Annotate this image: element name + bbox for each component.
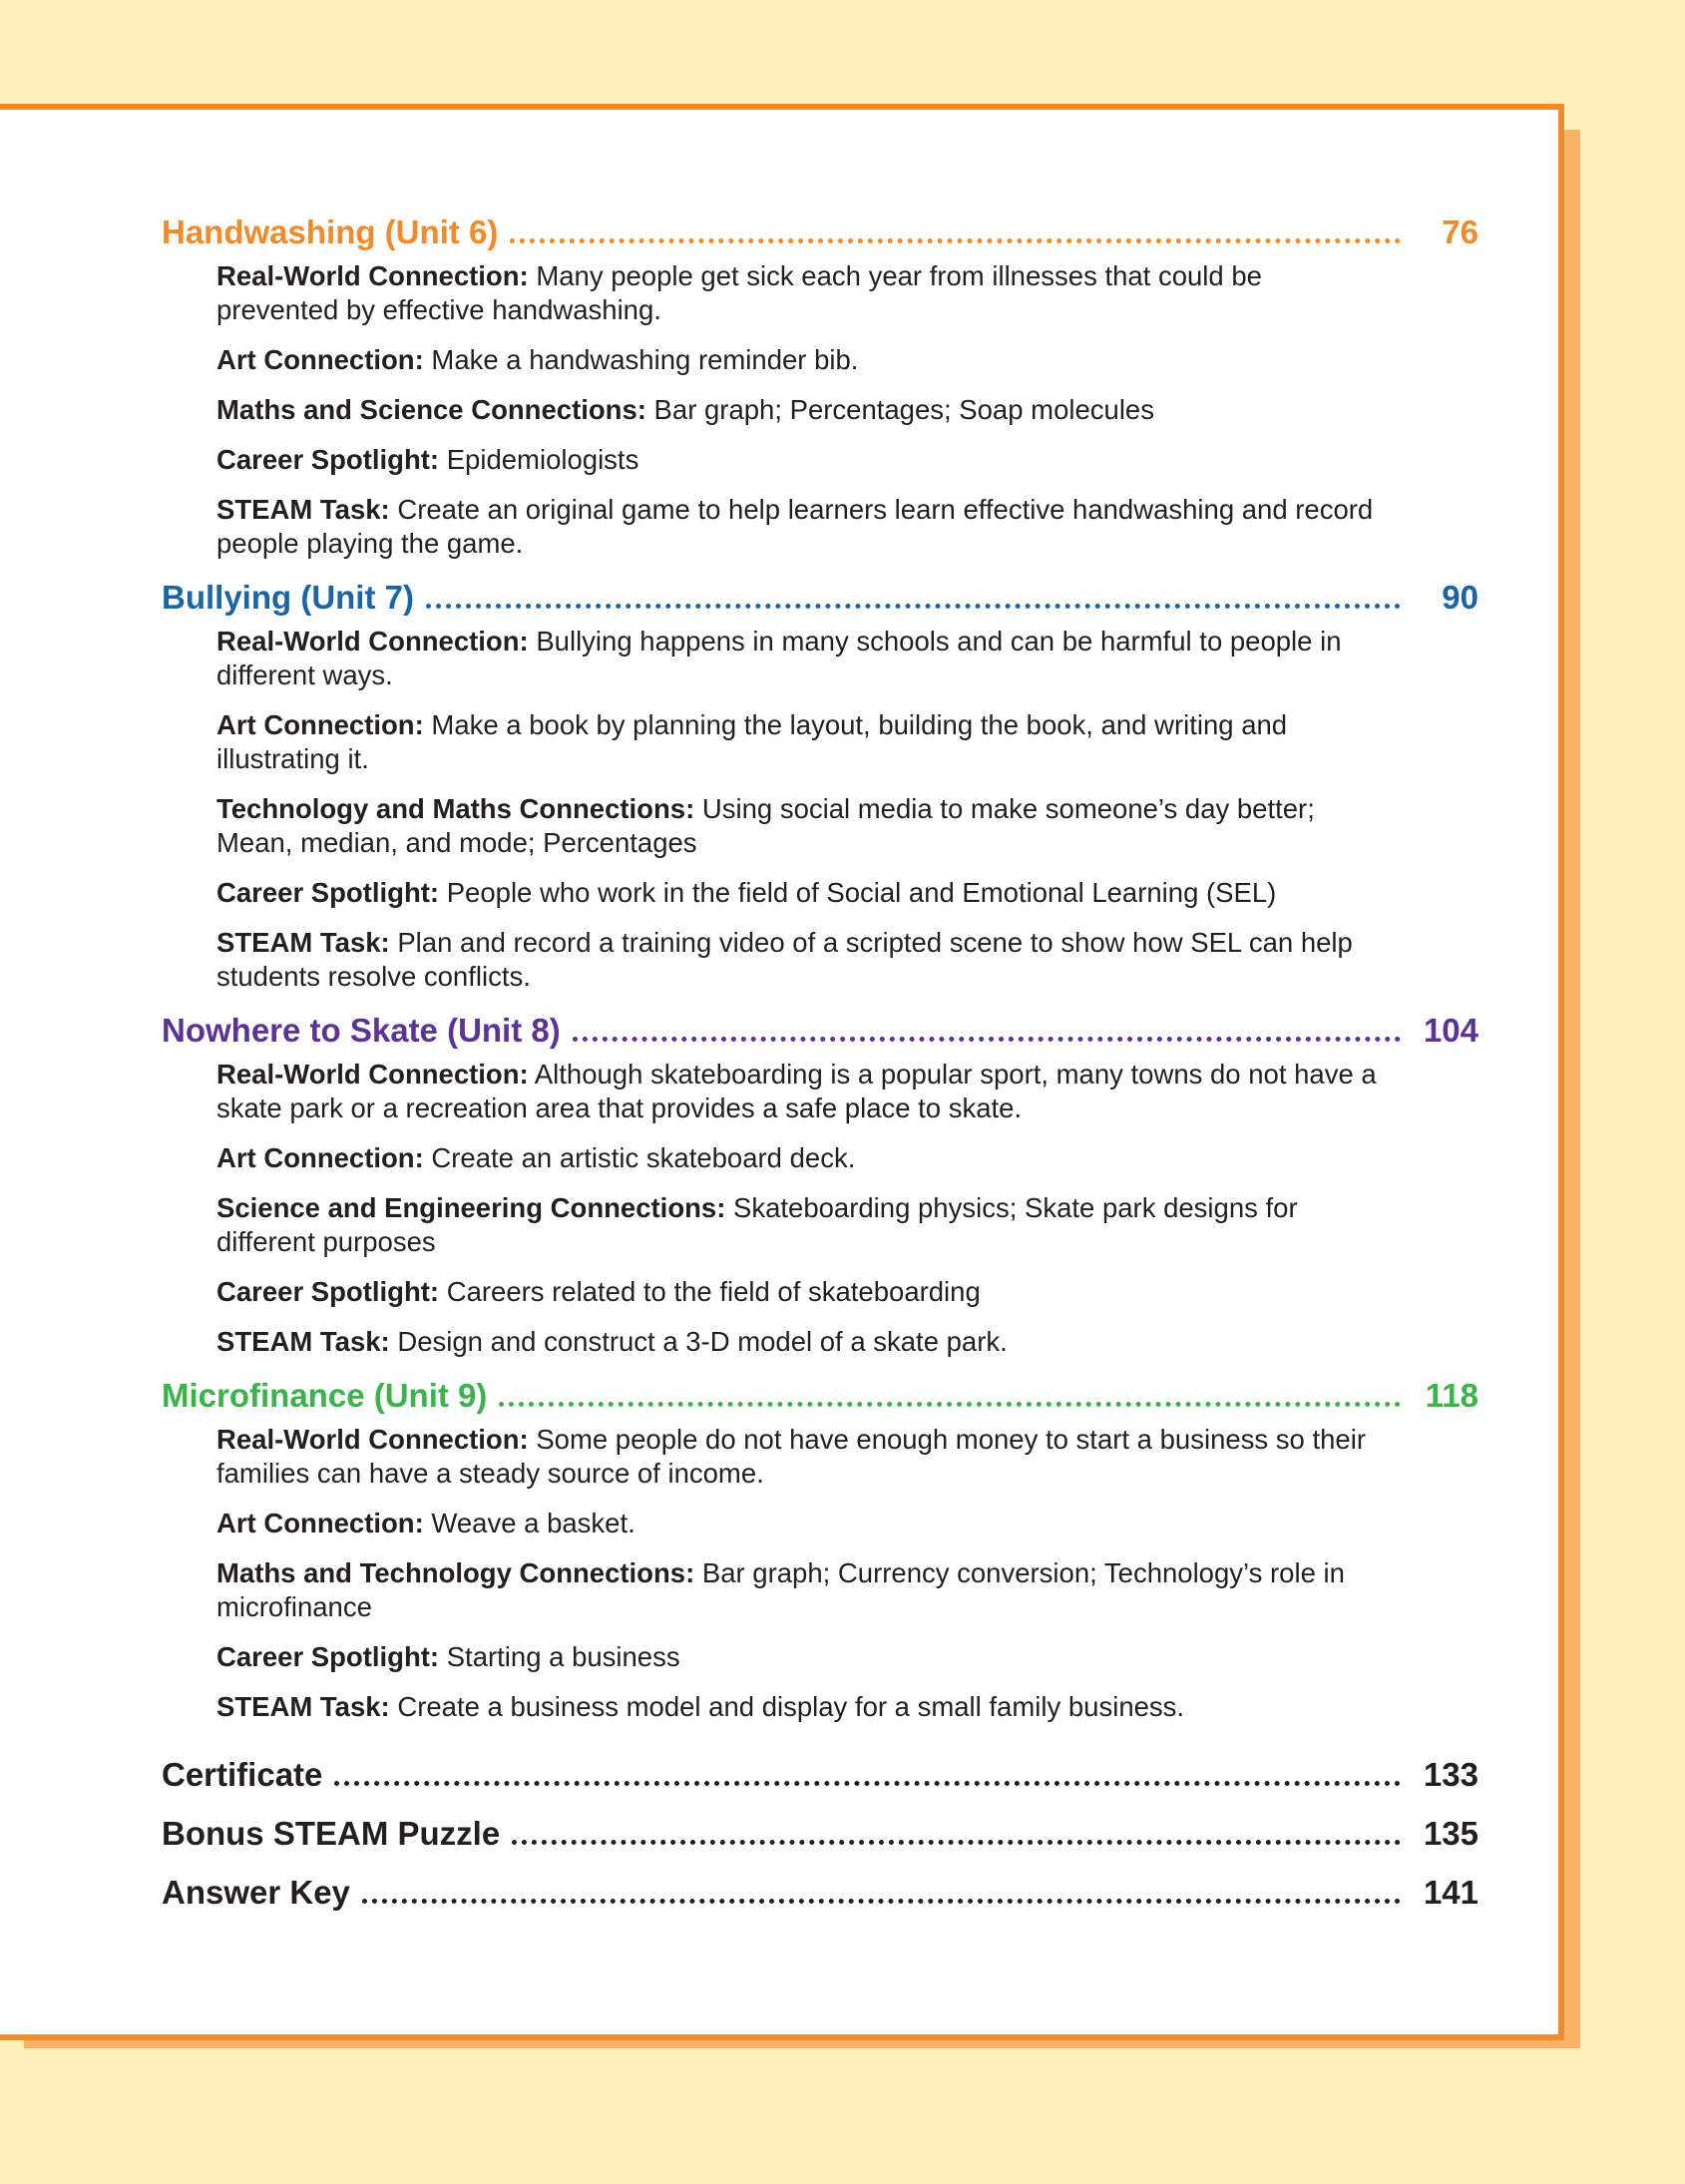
dot-leader <box>499 1402 1401 1407</box>
detail-label: Technology and Maths Connections: <box>216 793 695 824</box>
detail-text: Skateboarding physics; Skate park designs for different purposes <box>216 1192 1298 1257</box>
entry-title: Microfinance (Unit 9) <box>162 1377 488 1414</box>
detail-text: Bar graph; Currency conversion; Technology’s role in microfinance <box>216 1557 1345 1622</box>
entry-page-number: 135 <box>1423 1815 1478 1852</box>
detail-art <box>216 708 1384 776</box>
detail-text: Bar graph; Percentages; Soap molecules <box>645 394 1154 425</box>
detail-label: Maths and Science Connections: <box>216 394 646 425</box>
detail-label: Art Connection: <box>216 1142 424 1173</box>
detail-text: Create a business model and display for a small family business. <box>389 1691 1185 1722</box>
detail-text: Bullying happens in many schools and can be harmful to people in different ways. <box>216 626 1342 690</box>
detail-label: Real-World Connection: <box>216 1059 529 1090</box>
entry-page-number: 90 <box>1442 579 1478 616</box>
entry-title: Nowhere to Skate (Unit 8) <box>162 1012 561 1049</box>
detail-steam-task <box>216 1690 1384 1724</box>
toc-section-bullying <box>162 577 1478 994</box>
entry-details <box>216 1058 1384 1359</box>
entry-details <box>216 625 1384 994</box>
detail-label: STEAM Task: <box>216 927 390 958</box>
detail-real-world <box>216 625 1384 692</box>
detail-text: Although skateboarding is a popular sport, many towns do not have a skate park or a recreation area that provides a safe place to skate. <box>216 1059 1377 1123</box>
detail-label: Career Spotlight: <box>216 1641 440 1672</box>
detail-steam-task <box>216 493 1384 561</box>
entry-page-number: 133 <box>1423 1756 1478 1793</box>
entry-title: Bonus STEAM Puzzle <box>162 1815 501 1852</box>
entry-page-number: 104 <box>1423 1012 1478 1049</box>
detail-text: Create an artistic skateboard deck. <box>423 1142 856 1173</box>
detail-text: Careers related to the field of skateboarding <box>439 1276 981 1307</box>
toc-entry-microfinance[interactable] <box>162 1375 1478 1417</box>
toc-entry-certificate[interactable] <box>162 1754 1478 1796</box>
detail-label: STEAM Task: <box>216 1326 390 1357</box>
toc-entry-answer-key[interactable] <box>162 1872 1478 1914</box>
dot-leader <box>362 1899 1401 1904</box>
entry-page-number: 76 <box>1442 214 1478 250</box>
detail-label: Career Spotlight: <box>216 877 440 908</box>
entry-title: Handwashing (Unit 6) <box>162 214 499 250</box>
detail-career <box>216 1640 1384 1674</box>
detail-label: Career Spotlight: <box>216 444 440 475</box>
detail-text: Epidemiologists <box>439 444 639 475</box>
detail-text: Using social media to make someone’s day better; Mean, median, and mode; Percentages <box>216 793 1315 858</box>
toc-entry-bonus-steam-puzzle[interactable] <box>162 1813 1478 1855</box>
detail-career <box>216 443 1384 477</box>
detail-text: Create an original game to help learners learn effective handwashing and record people playing the game. <box>216 494 1374 559</box>
detail-label: Maths and Technology Connections: <box>216 1557 695 1588</box>
entry-details <box>216 259 1384 561</box>
entry-title: Bullying (Unit 7) <box>162 579 414 616</box>
dot-leader <box>426 604 1401 609</box>
toc-entry-handwashing[interactable] <box>162 212 1478 253</box>
dot-leader <box>334 1781 1401 1786</box>
detail-text: Make a book by planning the layout, building the book, and writing and illustrating it. <box>216 709 1288 774</box>
detail-real-world <box>216 1423 1384 1491</box>
entry-details <box>216 1423 1384 1724</box>
entry-page-number: 141 <box>1423 1874 1478 1911</box>
detail-art <box>216 343 1384 377</box>
detail-text: Starting a business <box>439 1641 680 1672</box>
detail-real-world <box>216 259 1384 327</box>
toc-section-nowhere-to-skate <box>162 1010 1478 1359</box>
toc-entry-nowhere-to-skate[interactable] <box>162 1010 1478 1052</box>
dot-leader <box>573 1037 1401 1042</box>
detail-label: Career Spotlight: <box>216 1276 440 1307</box>
detail-connections <box>216 1191 1384 1259</box>
entry-page-number: 118 <box>1425 1377 1478 1414</box>
detail-text: Weave a basket. <box>423 1508 635 1538</box>
detail-text: Some people do not have enough money to start a business so their families can have a steady source of income. <box>216 1424 1366 1489</box>
detail-real-world <box>216 1058 1384 1125</box>
dot-leader <box>512 1840 1401 1845</box>
detail-text: Design and construct a 3-D model of a skate park. <box>389 1326 1008 1357</box>
toc-section-microfinance <box>162 1375 1478 1724</box>
detail-text: People who work in the field of Social and Emotional Learning (SEL) <box>439 877 1277 908</box>
detail-text: Many people get sick each year from illnesses that could be prevented by effective handwashing. <box>216 260 1262 325</box>
detail-label: Art Connection: <box>216 344 424 375</box>
detail-label: STEAM Task: <box>216 1691 390 1722</box>
detail-art <box>216 1507 1384 1540</box>
detail-steam-task <box>216 1325 1384 1359</box>
toc-extras <box>162 1754 1478 1914</box>
detail-connections <box>216 393 1384 427</box>
detail-connections <box>216 792 1384 860</box>
detail-label: Art Connection: <box>216 1508 424 1538</box>
detail-text: Plan and record a training video of a scripted scene to show how SEL can help students resolve conflicts. <box>216 927 1353 992</box>
detail-connections <box>216 1556 1384 1624</box>
detail-art <box>216 1141 1384 1175</box>
dot-leader <box>510 238 1401 243</box>
detail-steam-task <box>216 926 1384 994</box>
detail-label: Art Connection: <box>216 709 424 740</box>
detail-career <box>216 876 1384 910</box>
detail-label: Real-World Connection: <box>216 260 529 291</box>
entry-title: Certificate <box>162 1756 323 1793</box>
detail-label: STEAM Task: <box>216 494 390 525</box>
detail-text: Make a handwashing reminder bib. <box>423 344 859 375</box>
detail-career <box>216 1275 1384 1309</box>
detail-label: Real-World Connection: <box>216 626 529 656</box>
table-of-contents <box>162 212 1478 1931</box>
toc-section-handwashing <box>162 212 1478 561</box>
detail-label: Real-World Connection: <box>216 1424 529 1455</box>
toc-entry-bullying[interactable] <box>162 577 1478 619</box>
entry-title: Answer Key <box>162 1874 350 1911</box>
detail-label: Science and Engineering Connections: <box>216 1192 726 1223</box>
